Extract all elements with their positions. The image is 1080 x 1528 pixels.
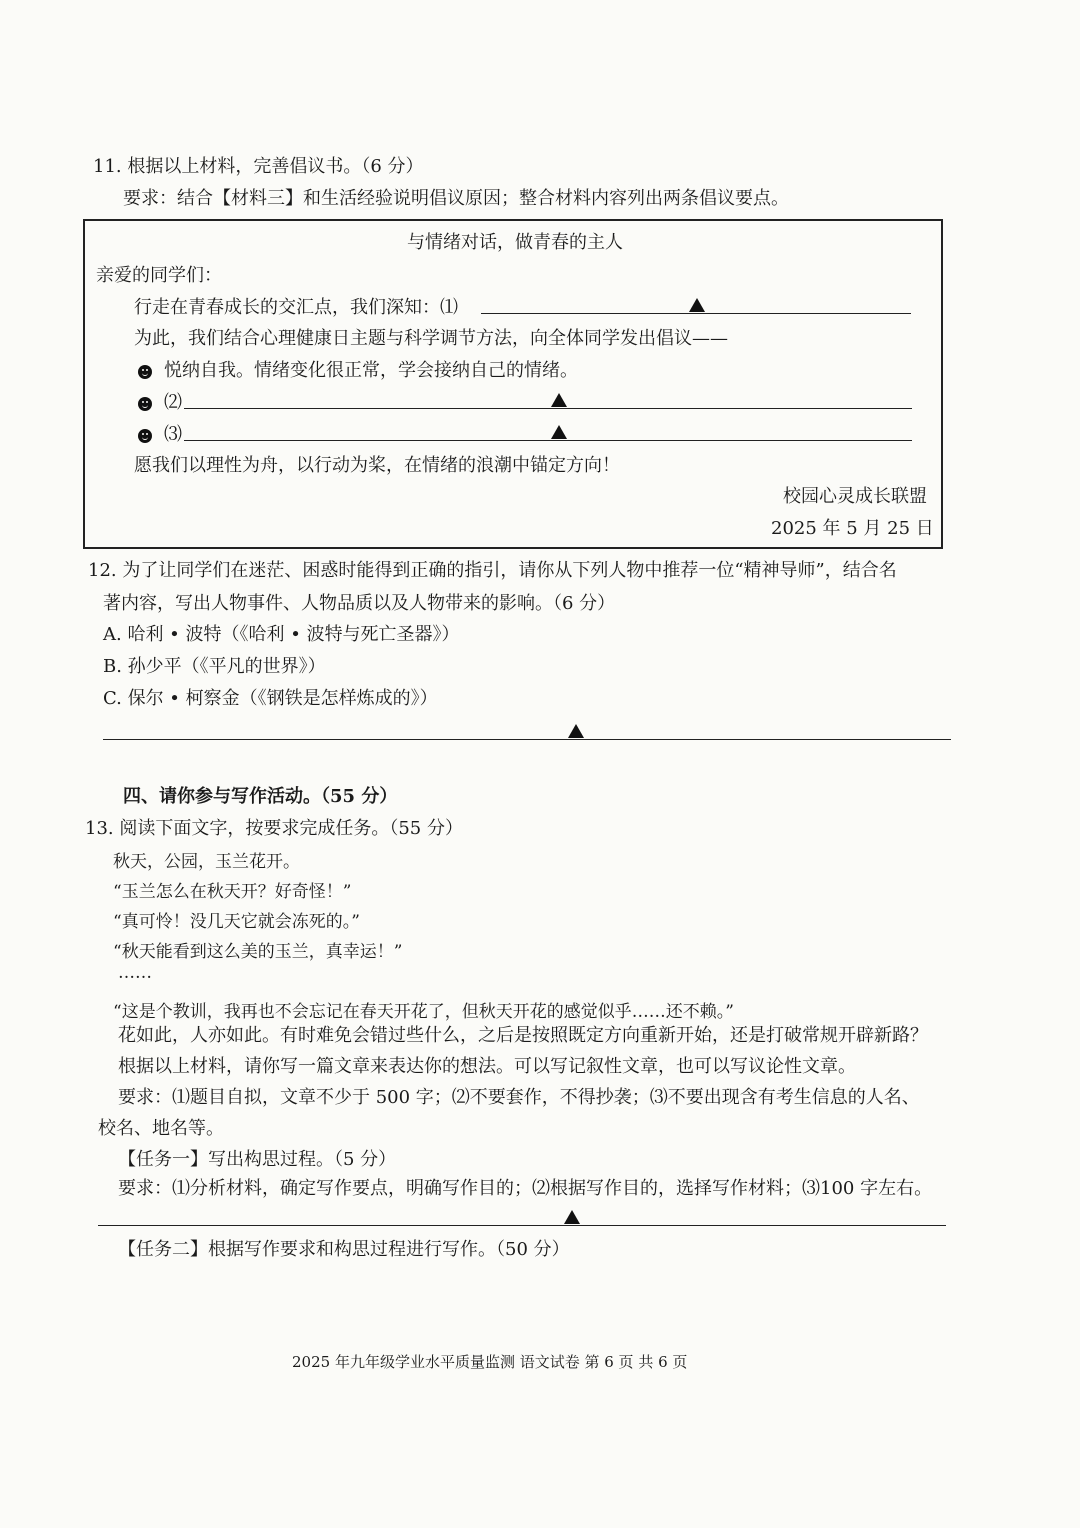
task-1-requirement: 要求：⑴分析材料，确定写作要点，明确写作目的；⑵根据写作目的，选择写作材料；⑶100 字左右。	[118, 1178, 933, 1199]
q13-paragraph-1: 花如此，人亦如此。有时难免会错过些什么，之后是按照既定方向重新开始，还是打破常规开辟新路？	[118, 1025, 928, 1046]
proposal-letter-box	[83, 219, 943, 549]
q13-title: 13. 阅读下面文字，按要求完成任务。（55 分）	[85, 818, 463, 839]
q12-option-b: B. 孙少平（《平凡的世界》）	[103, 656, 326, 677]
q12-title-cont: 著内容，写出人物事件、人物品质以及人物带来的影响。（6 分）	[103, 593, 616, 614]
q12-option-a: A. 哈利 • 波特（《哈利 • 波特与死亡圣器》）	[103, 624, 460, 645]
triangle-marker-icon	[551, 393, 567, 407]
letter-line-1: 行走在青春成长的交汇点，我们深知：⑴	[134, 297, 458, 318]
story-line: 秋天，公园，玉兰花开。	[113, 852, 300, 872]
section-4-heading: 四、请你参与写作活动。（55 分）	[123, 786, 398, 807]
letter-date: 2025 年 5 月 25 日	[771, 518, 934, 539]
letter-salutation: 亲爱的同学们：	[96, 265, 222, 286]
story-line: “真可怜！没几天它就会冻死的。”	[113, 912, 360, 932]
letter-heading: 与情绪对话，做青春的主人	[407, 232, 623, 253]
smiley-bullet-icon	[138, 365, 152, 379]
q12-title: 12. 为了让同学们在迷茫、困惑时能得到正确的指引，请你从下列人物中推荐一位“精神导师”，结合名	[88, 560, 897, 581]
story-line: ……	[118, 963, 152, 983]
answer-blank-task-1[interactable]	[98, 1225, 946, 1226]
smiley-bullet-icon	[138, 397, 152, 411]
letter-line-2: 为此，我们结合心理健康日主题与科学调节方法，向全体同学发出倡议——	[134, 328, 728, 349]
answer-blank-1[interactable]	[481, 313, 911, 314]
q13-requirement-cont: 校名、地名等。	[98, 1118, 224, 1139]
smiley-bullet-icon	[138, 429, 152, 443]
triangle-marker-icon	[564, 1210, 580, 1224]
letter-closing: 愿我们以理性为舟，以行动为桨，在情绪的浪潮中锚定方向！	[134, 455, 620, 476]
answer-blank-2[interactable]	[184, 408, 912, 409]
story-line: “秋天能看到这么美的玉兰，真幸运！”	[113, 942, 403, 962]
triangle-marker-icon	[551, 425, 567, 439]
q13-requirement: 要求：⑴题目自拟，文章不少于 500 字；⑵不要套作，不得抄袭；⑶不要出现含有考生信息的人名、	[118, 1087, 920, 1108]
answer-blank-3[interactable]	[184, 440, 912, 441]
triangle-marker-icon	[568, 724, 584, 738]
task-2-title: 【任务二】根据写作要求和构思过程进行写作。（50 分）	[118, 1239, 570, 1260]
letter-signature: 校园心灵成长联盟	[783, 486, 927, 507]
proposal-point-1: 悦纳自我。情绪变化很正常，学会接纳自己的情绪。	[164, 360, 578, 381]
story-line: “这是个教训，我再也不会忘记在春天开花了，但秋天开花的感觉似乎……还不赖。”	[113, 1002, 734, 1022]
answer-blank-q12[interactable]	[103, 739, 951, 740]
q11-requirement: 要求：结合【材料三】和生活经验说明倡议原因；整合材料内容列出两条倡议要点。	[123, 188, 789, 209]
proposal-point-3-label: ⑶	[164, 424, 182, 445]
q12-option-c: C. 保尔 • 柯察金（《钢铁是怎样炼成的》）	[103, 688, 438, 709]
q11-title: 11. 根据以上材料，完善倡议书。（6 分）	[93, 156, 424, 177]
page-footer: 2025 年九年级学业水平质量监测 语文试卷 第 6 页 共 6 页	[292, 1353, 688, 1371]
triangle-marker-icon	[689, 298, 705, 312]
q13-paragraph-2: 根据以上材料，请你写一篇文章来表达你的想法。可以写记叙性文章，也可以写议论性文章。	[118, 1056, 856, 1077]
proposal-point-2-label: ⑵	[164, 392, 182, 413]
task-1-title: 【任务一】写出构思过程。（5 分）	[118, 1149, 397, 1170]
story-line: “玉兰怎么在秋天开？好奇怪！”	[113, 882, 352, 902]
